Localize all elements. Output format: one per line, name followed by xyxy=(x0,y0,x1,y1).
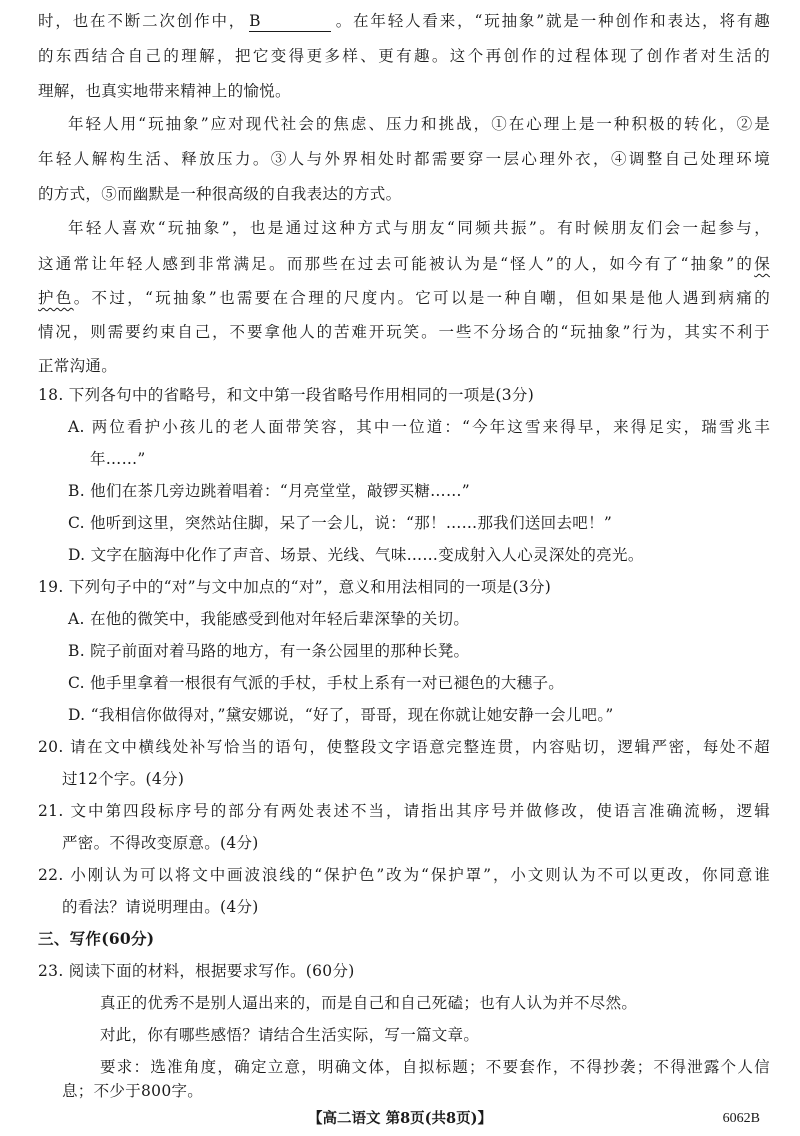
q23-prompt: 对此，你有哪些感悟？请结合生活实际，写一篇文章。 xyxy=(100,1026,480,1044)
para3-line2 xyxy=(38,249,770,279)
q18-option-b: B. 他们在茶几旁边跳着唱着：“月亮堂堂，敲锣买糖……” xyxy=(68,482,470,500)
q18-option-d: D. 文字在脑海中化作了声音、场景、光线、气味……变成射入人心灵深处的亮光。 xyxy=(68,546,644,564)
para1-line2: 的东西结合自己的理解，把它变得更多样、更有趣。这个再创作的过程体现了创作者对生活的 xyxy=(38,47,770,65)
answer-blank-b[interactable] xyxy=(249,11,331,32)
q19-option-c: C. 他手里拿着一根很有气派的手杖，手杖上系有一对已褪色的大穗子。 xyxy=(68,674,565,692)
footer-exam-code: 6062B xyxy=(722,1111,760,1126)
para2-line1: 年轻人用“玩抽象”应对现代社会的焦虑、压力和挑战，①在心理上是一种积极的转化，②是 xyxy=(68,115,770,133)
wavy-underline-baohuse-1: 保 xyxy=(754,255,770,273)
wavy-underline-baohuse-2: 护色 xyxy=(38,289,74,307)
footer-page-info: 【高二语文 第8页(共8页)】 xyxy=(308,1110,492,1127)
q18-option-a-cont: 年……” xyxy=(90,450,146,468)
q20-line2: 过12个字。(4分) xyxy=(62,770,185,788)
q23-material: 真正的优秀不是别人逼出来的，而是自己和自己死磕；也有人认为并不尽然。 xyxy=(100,994,638,1012)
para3-line3 xyxy=(38,283,770,313)
q21-line2: 严密。不得改变原意。(4分) xyxy=(62,834,259,852)
q19-stem: 19. 下列句子中的“对”与文中加点的“对”，意义和用法相同的一项是(3分) xyxy=(38,578,552,596)
q18-stem: 18. 下列各句中的省略号，和文中第一段省略号作用相同的一项是(3分) xyxy=(38,386,535,404)
q23-requirements-line2: 息；不少于800字。 xyxy=(62,1082,204,1100)
q21-line1: 21. 文中第四段标序号的部分有两处表述不当，请指出其序号并做修改，使语言准确流畅，逻辑 xyxy=(38,802,770,820)
para3-text: 这通常让年轻人感到非常满足。而那些在过去可能被认为是“怪人”的人，如今有了“抽象”的 xyxy=(38,255,755,273)
q19-option-b: B. 院子前面对着马路的地方，有一条公园里的那种长凳。 xyxy=(68,642,470,660)
para3-line5: 正常沟通。 xyxy=(38,357,118,375)
q23-requirements-line1: 要求：选准角度，确定立意，明确文体，自拟标题；不要套作，不得抄袭；不得泄露个人信 xyxy=(100,1058,770,1076)
para2-line3: 的方式，⑤而幽默是一种很高级的自我表达的方式。 xyxy=(38,185,402,203)
q20-line1: 20. 请在文中横线处补写恰当的语句，使整段文字语意完整连贯，内容贴切，逻辑严密，每处不超 xyxy=(38,738,770,756)
q18-option-c: C. 他听到这里，突然站住脚，呆了一会儿，说：“那！……那我们送回去吧！” xyxy=(68,514,613,532)
q19-option-a: A. 在他的微笑中，我能感受到他对年轻后辈深挚的关切。 xyxy=(68,610,470,628)
para1-line1 xyxy=(38,6,770,36)
q22-line2: 的看法？请说明理由。(4分) xyxy=(62,898,259,916)
para1-line3: 理解，也真实地带来精神上的愉悦。 xyxy=(38,82,291,100)
q23-stem: 23. 阅读下面的材料，根据要求写作。(60分) xyxy=(38,962,355,980)
q22-line1: 22. 小刚认为可以将文中画波浪线的“保护色”改为“保护罩”，小文则认为不可以更改，你同意谁 xyxy=(38,866,770,884)
para1-text-a: 时，也在不断二次创作中， xyxy=(38,12,247,30)
page-footer xyxy=(0,1106,800,1132)
para3-line4: 情况，则需要约束自己，不要拿他人的苦难开玩笑。一些不分场合的“玩抽象”行为，其实不利于 xyxy=(38,323,770,341)
section3-title: 三、写作(60分) xyxy=(38,929,155,948)
para3-line1: 年轻人喜欢“玩抽象”，也是通过这种方式与朋友“同频共振”。有时候朋友们会一起参与， xyxy=(68,219,770,237)
q18-option-a: A. 两位看护小孩儿的老人面带笑容，其中一位道：“今年这雪来得早，来得足实，瑞雪兆丰 xyxy=(68,418,770,436)
para3-text: 。不过，“玩抽象”也需要在合理的尺度内。它可以是一种自嘲，但如果是他人遇到病痛的 xyxy=(73,289,770,307)
q19-option-d: D. “我相信你做得对，”黛安娜说，“好了，哥哥，现在你就让她安静一会儿吧。” xyxy=(68,706,614,724)
para1-text-b: 。在年轻人看来，“玩抽象”就是一种创作和表达，将有趣 xyxy=(334,12,770,30)
para2-line2: 年轻人解构生活、释放压力。③人与外界相处时都需要穿一层心理外衣，④调整自己处理环境 xyxy=(38,150,770,168)
blank-label: B xyxy=(249,12,261,30)
